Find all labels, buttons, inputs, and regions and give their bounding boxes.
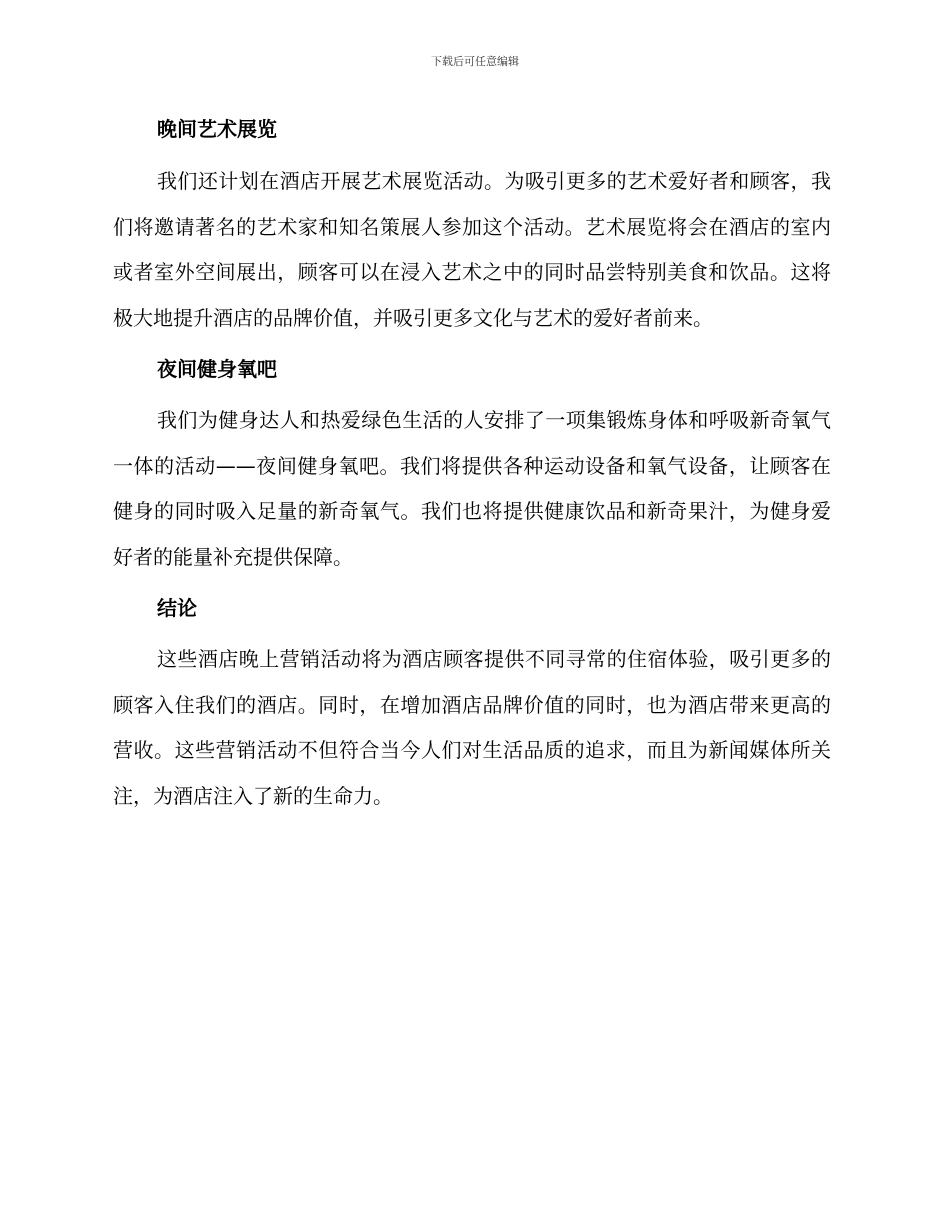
section-heading-fitness-oxygen-bar: 夜间健身氧吧 <box>157 357 277 381</box>
section-heading-conclusion: 结论 <box>157 596 197 620</box>
page-header: 下载后可任意编辑 <box>431 55 519 68</box>
section-paragraph-fitness-oxygen-bar: 我们为健身达人和热爱绿色生活的人安排了一项集锻炼身体和呼吸新奇氧气一体的活动——夜间健身氧吧。我们将提供各种运动设备和氧气设备，让顾客在健身的同时吸入足量的新奇氧气。我们也将提供健康饮品和新奇果汁，为健身爱好者的能量补充提供保障。 <box>113 408 831 569</box>
section-paragraph-art-exhibition: 我们还计划在酒店开展艺术展览活动。为吸引更多的艺术爱好者和顾客，我们将邀请著名的艺术家和知名策展人参加这个活动。艺术展览将会在酒店的室内或者室外空间展出，顾客可以在浸入艺术之中的同时品尝特别美食和饮品。这将极大地提升酒店的品牌价值，并吸引更多文化与艺术的爱好者前来。 <box>113 169 831 330</box>
section-paragraph-conclusion: 这些酒店晚上营销活动将为酒店顾客提供不同寻常的住宿体验，吸引更多的顾客入住我们的酒店。同时，在增加酒店品牌价值的同时，也为酒店带来更高的营收。这些营销活动不但符合当今人们对生活品质的追求，而且为新闻媒体所关注，为酒店注入了新的生命力。 <box>113 647 831 808</box>
document-body <box>113 113 831 819</box>
section-heading-art-exhibition: 晚间艺术展览 <box>157 117 277 141</box>
